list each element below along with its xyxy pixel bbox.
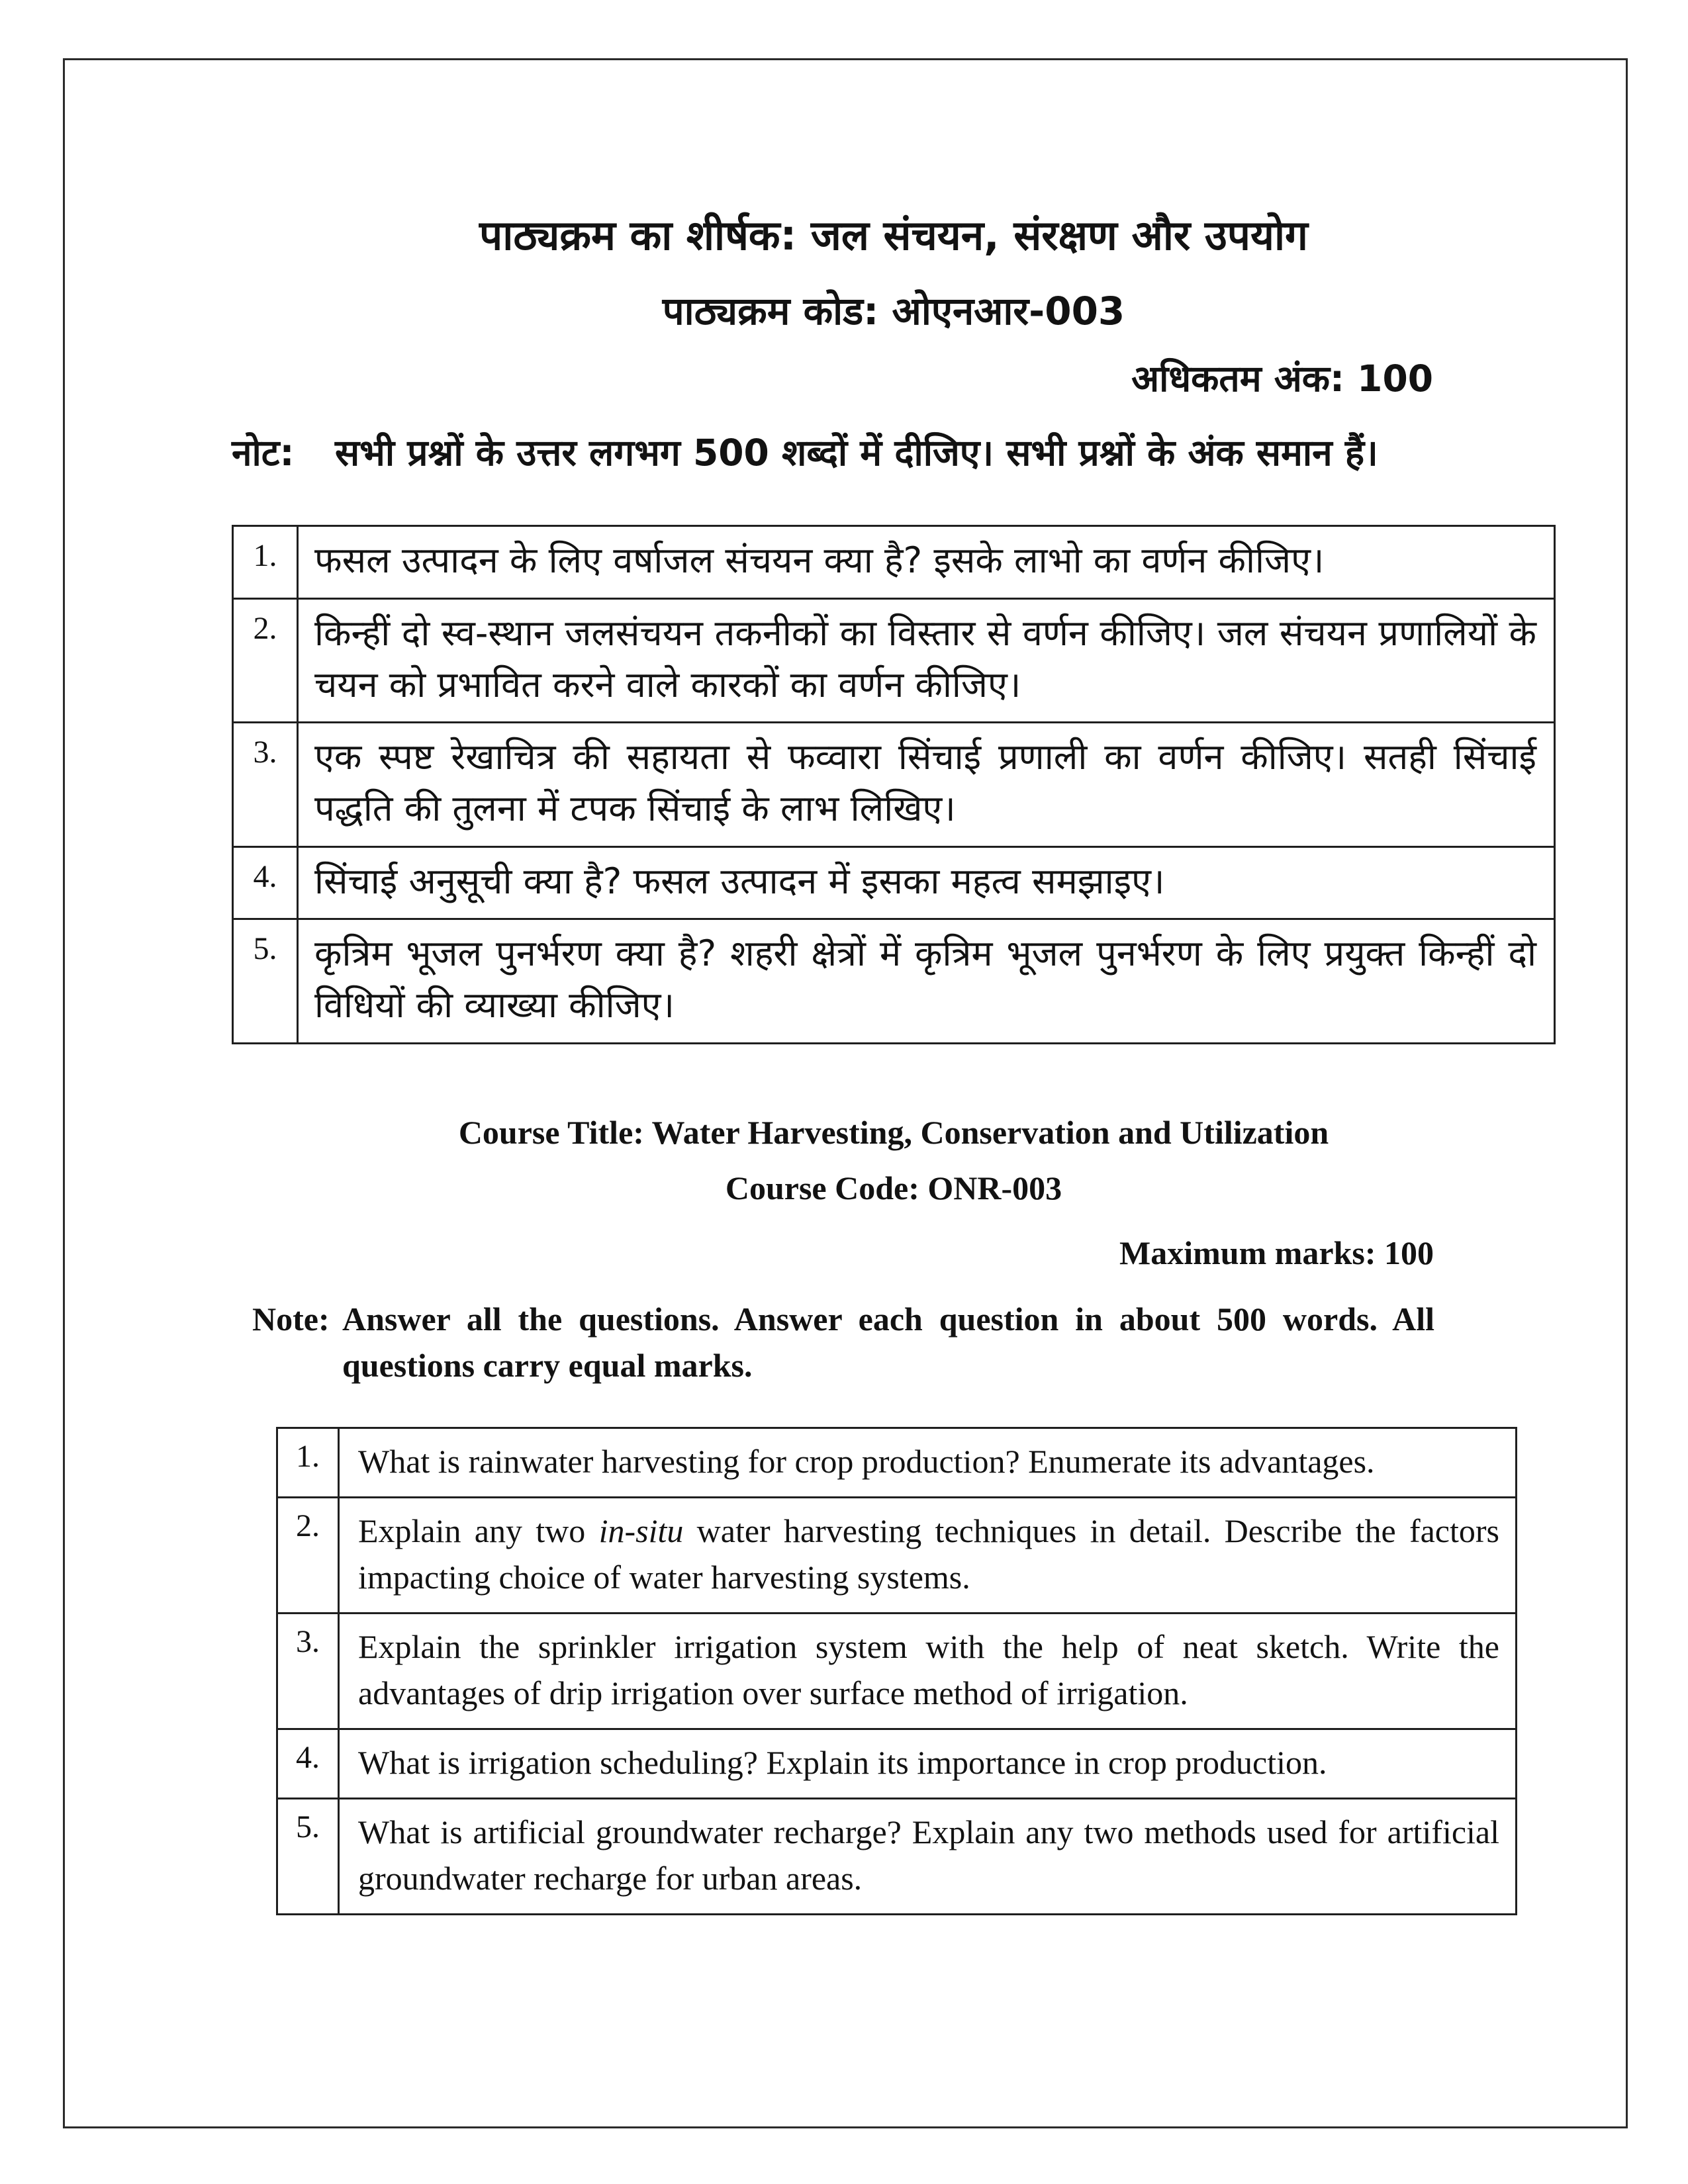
hindi-section [232, 206, 1556, 1044]
english-section [232, 1113, 1556, 1915]
question-text-pre: Explain any two [358, 1512, 599, 1549]
english-note [232, 1296, 1556, 1388]
question-text: कृत्रिम भूजल पुनर्भरण क्या है? शहरी क्षेत्रों में कृत्रिम भूजल पुनर्भरण के लिए प्रयुक्त किन्हीं दो विधियों की व्याख्या कीजिए। [298, 919, 1555, 1044]
question-row [277, 1798, 1517, 1914]
question-row [277, 1613, 1517, 1729]
question-row [233, 919, 1555, 1044]
question-row [233, 526, 1555, 598]
question-text: किन्हीं दो स्व-स्थान जलसंचयन तकनीकों का विस्तार से वर्णन कीजिए। जल संचयन प्रणालियों के चयन को प्रभावित करने वाले कारकों का वर्णन कीजिए। [298, 598, 1555, 723]
question-text: What is rainwater harvesting for crop production? Enumerate its advantages. [339, 1428, 1517, 1497]
question-number: 3. [277, 1613, 339, 1729]
hindi-questions-table [232, 525, 1556, 1044]
hindi-note [232, 425, 1556, 481]
question-text-post: water harvesting techniques in detail. Describe the factors impacting choice of water harvesting systems. [358, 1512, 1499, 1596]
hindi-course-code: पाठ्यक्रम कोड: ओएनआर-003 [662, 289, 1125, 334]
question-text: फसल उत्पादन के लिए वर्षाजल संचयन क्या है? इसके लाभो का वर्णन कीजिए। [298, 526, 1555, 598]
question-text-italic: in-situ [598, 1512, 684, 1549]
hindi-max-marks: अधिकतम अंक: 100 [1131, 357, 1433, 400]
question-number: 5. [277, 1798, 339, 1914]
question-number: 3. [233, 723, 298, 847]
question-text: Explain the sprinkler irrigation system with the help of neat sketch. Write the advantages of drip irrigation over surface method of irrigation. [339, 1613, 1517, 1729]
hindi-course-title: पाठ्यक्रम का शीर्षक: जल संचयन, संरक्षण और उपयोग [479, 211, 1308, 259]
english-course-code: Course Code: ONR-003 [725, 1169, 1062, 1206]
question-text [339, 1497, 1517, 1613]
english-course-title: Course Title: Water Harvesting, Conservation and Utilization [458, 1113, 1329, 1151]
hindi-note-text: सभी प्रश्नों के उत्तर लगभग 500 शब्दों में दीजिए। सभी प्रश्नों के अंक समान हैं। [335, 432, 1378, 474]
question-row [233, 598, 1555, 723]
question-number: 1. [277, 1428, 339, 1497]
question-number: 2. [233, 598, 298, 723]
question-number: 5. [233, 919, 298, 1044]
hindi-note-label: नोट: [232, 432, 295, 474]
english-max-marks: Maximum marks: 100 [1119, 1234, 1434, 1271]
question-number: 1. [233, 526, 298, 598]
question-text: What is artificial groundwater recharge? Explain any two methods used for artificial groundwater recharge for urban areas. [339, 1798, 1517, 1914]
english-questions-table [276, 1427, 1517, 1915]
english-note-text: Answer all the questions. Answer each question in about 500 words. All questions carry equal marks. [342, 1300, 1434, 1384]
question-number: 4. [233, 846, 298, 919]
question-row [233, 723, 1555, 847]
question-text: What is irrigation scheduling? Explain its importance in crop production. [339, 1729, 1517, 1798]
question-row [233, 846, 1555, 919]
question-number: 2. [277, 1497, 339, 1613]
question-number: 4. [277, 1729, 339, 1798]
question-text: एक स्पष्ट रेखाचित्र की सहायता से फव्वारा सिंचाई प्रणाली का वर्णन कीजिए। सतही सिंचाई पद्धति की तुलना में टपक सिंचाई के लाभ लिखिए। [298, 723, 1555, 847]
english-note-label: Note: [252, 1300, 330, 1338]
question-row [277, 1497, 1517, 1613]
page-content [232, 206, 1556, 1915]
question-row [277, 1729, 1517, 1798]
question-row [277, 1428, 1517, 1497]
question-text: सिंचाई अनुसूची क्या है? फसल उत्पादन में इसका महत्व समझाइए। [298, 846, 1555, 919]
